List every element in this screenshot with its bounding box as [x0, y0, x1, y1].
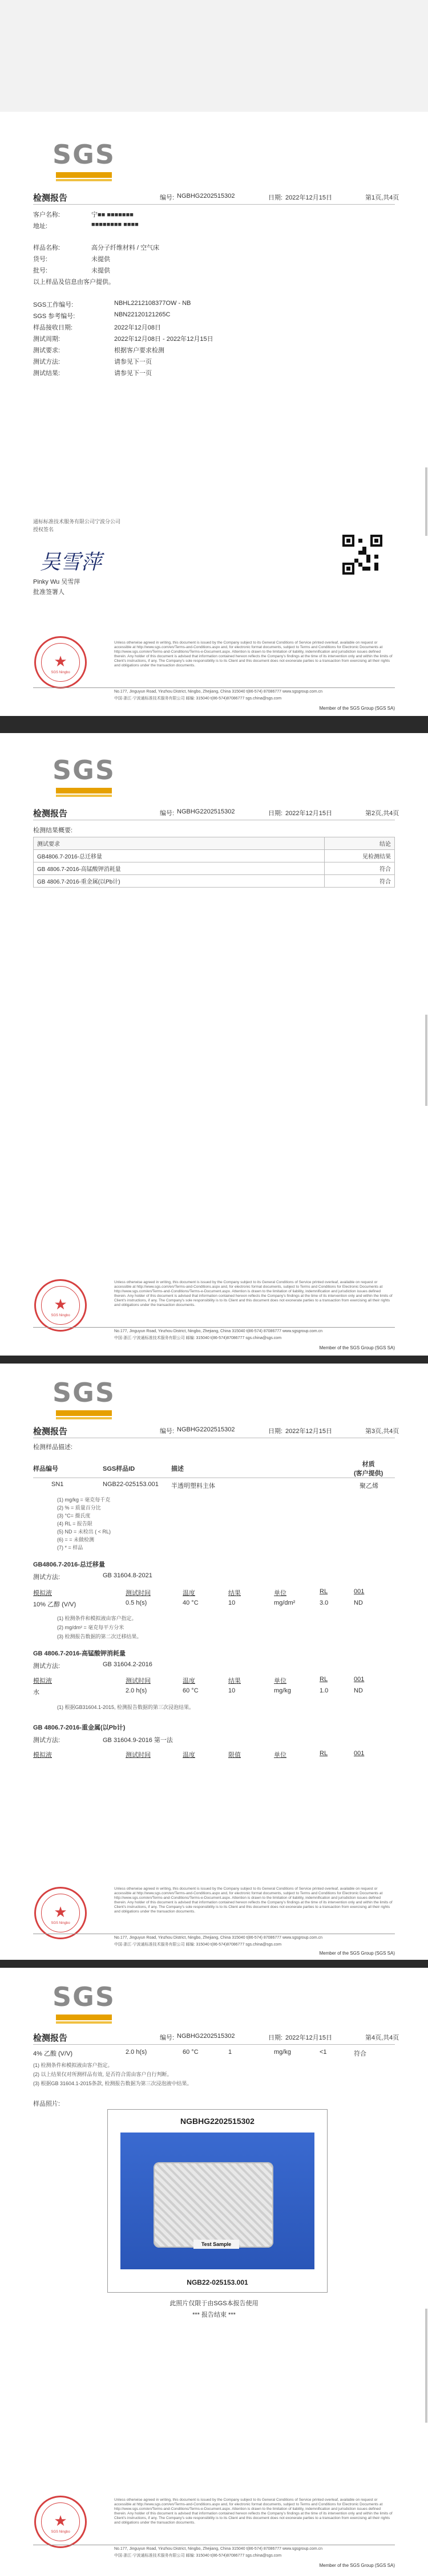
s1-method: GB 31604.8-2021 [103, 1572, 152, 1579]
sample-description: 半透明塑料主体 [171, 1483, 215, 1490]
address-label: 地址: [33, 223, 48, 230]
summary-header [34, 837, 395, 850]
signature: 吴雪萍 [40, 551, 102, 574]
report-date: 2022年12月15日 [285, 810, 332, 817]
s2-col-4: 单位 [274, 1678, 286, 1684]
p4-cell-5: <1 [320, 2049, 327, 2056]
report-date-label: 日期: [268, 2034, 283, 2041]
s3-col-3: 限值 [228, 1752, 241, 1759]
p4-cell-2: 60 °C [183, 2049, 199, 2056]
test-sample-tag: Test Sample [193, 2240, 239, 2249]
footer-address-cn: 中国·浙江·宁波通标准技术服务有限公司 邮编: 315040 t(86-574)87086777 sgs.china@sgs.com [114, 1336, 282, 1340]
report-date: 2022年12月15日 [285, 194, 332, 201]
summary-table [33, 837, 395, 888]
report-number-label: 编号: [160, 810, 175, 817]
member-statement: Member of the SGS Group (SGS SA) [319, 2563, 395, 2568]
page-number: 第3页,共4页 [365, 1428, 399, 1435]
s3-col-0: 模拟液 [33, 1752, 52, 1759]
member-statement: Member of the SGS Group (SGS SA) [319, 706, 395, 711]
company-seal: ★ SGS Ningbo [34, 1887, 87, 1939]
s2-method: GB 31604.2-2016 [103, 1661, 152, 1668]
s1-cell-3: 10 [228, 1600, 236, 1606]
page-number: 第1页,共4页 [365, 194, 399, 201]
report-title: 检测报告 [33, 193, 68, 203]
test-method-label: 测试方法: [33, 359, 60, 365]
report-date: 2022年12月15日 [285, 1428, 332, 1435]
photo-id-top: NGBHG2202515302 [180, 2117, 255, 2126]
report-date-label: 日期: [268, 1428, 283, 1435]
test-request-label: 测试要求: [33, 347, 60, 354]
note-7: (7) * = 样品 [57, 1545, 83, 1551]
col-description: 描述 [171, 1466, 184, 1472]
report-date-label: 日期: [268, 194, 283, 201]
s1-note-3: (3) 检测报告数据的第二次迁移结果。 [57, 1634, 142, 1639]
report-number-label: 编号: [160, 2034, 175, 2041]
sample-material: 聚乙烯 [360, 1483, 378, 1490]
row-test: GB 4806.7-2016-高锰酸钾消耗量 [34, 862, 325, 875]
model-label: 货号: [33, 256, 48, 263]
photo-usage-note: 此照片仅限于由SGS本报告使用 [169, 2300, 259, 2307]
s1-col-6: 001 [354, 1588, 365, 1595]
section-kmno4-title: GB 4806.7-2016-高锰酸钾消耗量 [33, 1650, 126, 1657]
row-test: GB4806.7-2016-总迁移量 [34, 850, 325, 862]
member-statement: Member of the SGS Group (SGS SA) [319, 1345, 395, 1350]
footer-address: No.177, Jinguyun Road, Yinzhou District, Ningbo, Zhejiang, China 315040 t(86-574) 87086777 www.sgsgroup.com.cn [114, 1936, 322, 1940]
row-result: 见检测结果 [325, 850, 395, 862]
s2-cell-5: 1.0 [320, 1687, 329, 1694]
test-result-label: 测试结果: [33, 370, 60, 377]
report-number: NGBHG2202515302 [177, 808, 235, 815]
client-value: 宁■■ ■■■■■■■ [91, 211, 134, 218]
batch-value: 未提供 [91, 267, 110, 274]
report-number: NGBHG2202515302 [177, 2033, 235, 2040]
summary-label: 检测结果概要: [33, 827, 73, 834]
s1-col-2: 温度 [183, 1590, 195, 1597]
sample-no-value: NBN22120121265C [114, 311, 171, 318]
note-4: (4) RL = 报告限 [57, 1521, 92, 1527]
footer-address: No.177, Jinguyun Road, Yinzhou District, Ningbo, Zhejiang, China 315040 t(86-574) 87086777 www.sgsgroup.com.cn [114, 2547, 322, 2551]
note-5: (5) ND = 未检出 ( < RL) [57, 1529, 111, 1535]
col-sample-no: 样品编号 [33, 1466, 58, 1472]
p4-cell-4: mg/kg [274, 2049, 291, 2056]
footer-disclaimer: Unless otherwise agreed in writing, this document is issued by the Company subject to its General Conditions of Service printed overleaf, available on request or accessible at http://www.sgs.com/en/Terms-and-Conditions.aspx and, for electronic format documents, subject to Terms and Conditions for Electronic Documents at http://www.sgs.com/en/Terms-and-Conditions/Terms-e-Document.aspx. Attention is drawn to the limitation of liability, indemnification and jurisdiction issues defined therein. Any holder of this document is advised that information contained hereon reflects the Company's findings at the time of its intervention only and within the limits of Client's instructions, if any. The Company's sole responsibility is to its Client and this document does not exonerate parties to a transaction from exercising all their rights and obligations under the transaction documents. [114, 1887, 393, 1914]
photo-label: 样品照片: [33, 2101, 60, 2107]
client-label: 客户名称: [33, 211, 60, 218]
s2-note: (1) 根据GB31604.1-2015, 检测报告数据的第三次浸泡结果。 [57, 1704, 195, 1710]
scrollbar[interactable] [425, 467, 427, 536]
s2-cell-3: 10 [228, 1687, 236, 1694]
p4-cell-3: 1 [228, 2049, 232, 2056]
job-label: SGS工作编号: [33, 302, 74, 308]
footer-address: No.177, Jinguyun Road, Yinzhou District, Ningbo, Zhejiang, China 315040 t(86-574) 87086777 www.sgsgroup.com.cn [114, 690, 322, 694]
report-page-1 [0, 112, 428, 716]
company-seal: ★ SGS Ningbo [34, 2496, 87, 2548]
report-page-4 [0, 1968, 428, 2576]
s3-col-2: 温度 [183, 1752, 195, 1759]
s1-note-1: (1) 检测条件和模拟液由客户指定。 [57, 1615, 137, 1621]
receive-label: 样品接收日期: [33, 324, 73, 331]
section-heavy-metal-title: GB 4806.7-2016-重金属(以Pb计) [33, 1724, 126, 1731]
company-sign-line: 通标标准技术服务有限公司宁波分公司 [33, 519, 121, 524]
note-1: (1) mg/kg = 毫克每千克 [57, 1497, 111, 1503]
s1-col-0: 模拟液 [33, 1590, 52, 1597]
end-of-report: *** 报告结束 *** [192, 2312, 236, 2318]
address-value: ■■■■■■■■ ■■■■ [91, 221, 139, 228]
s1-note-2: (2) mg/dm² = 毫克每平方分米 [57, 1625, 124, 1630]
p4-note-3: (3) 根据GB 31604.1-2015条款, 检测报告数据为第三次浸泡液中结果。 [33, 2081, 192, 2086]
sample-desc-label: 检测样品描述: [33, 1444, 73, 1451]
test-period-value: 2022年12月08日 - 2022年12月15日 [114, 336, 213, 343]
sample-name-value: 高分子纤维材料 / 空气床 [91, 245, 160, 251]
s3-method-label: 测试方法: [33, 1737, 60, 1744]
member-statement: Member of the SGS Group (SGS SA) [319, 1951, 395, 1956]
section-total-migration-title: GB4806.7-2016-总迁移量 [33, 1561, 105, 1568]
sgs-logo: SGS [53, 1378, 115, 1421]
scrollbar[interactable] [425, 1015, 427, 1106]
sample-no: SN1 [51, 1481, 64, 1488]
s2-cell-6: ND [354, 1687, 363, 1694]
s2-method-label: 测试方法: [33, 1663, 60, 1670]
scrollbar[interactable] [425, 2309, 427, 2423]
s1-cell-0: 10% 乙醇 (V/V) [33, 1601, 76, 1608]
report-date: 2022年12月15日 [285, 2034, 332, 2041]
receive-value: 2022年12月08日 [114, 324, 161, 331]
sgs-logo: SGS [53, 756, 115, 798]
s1-method-label: 测试方法: [33, 1574, 60, 1581]
s2-cell-1: 2.0 h(s) [126, 1687, 147, 1694]
page-number: 第4页,共4页 [365, 2034, 399, 2041]
col-material: 材质 (客户提供) [354, 1461, 383, 1477]
table-row [34, 850, 395, 862]
s1-col-3: 结果 [228, 1590, 241, 1597]
table-row [34, 875, 395, 888]
sample-name-label: 样品名称: [33, 245, 60, 251]
test-request-value: 根据客户要求检测 [114, 347, 164, 354]
authorized-sign-line: 授权签名 [33, 527, 54, 532]
col-conclusion: 结论 [325, 837, 395, 850]
report-number: NGBHG2202515302 [177, 1426, 235, 1433]
s1-col-4: 单位 [274, 1590, 286, 1597]
signer-name: Pinky Wu 吴雪萍 [33, 579, 80, 585]
sgs-logo: SGS [53, 1983, 115, 2025]
sgs-logo: SGS [53, 140, 115, 182]
row-result: 符合 [325, 862, 395, 875]
s2-col-0: 模拟液 [33, 1678, 52, 1684]
report-number-label: 编号: [160, 194, 175, 201]
test-result-value: 请参见下一页 [114, 370, 152, 377]
footer-disclaimer: Unless otherwise agreed in writing, this document is issued by the Company subject to its General Conditions of Service printed overleaf, available on request or accessible at http://www.sgs.com/en/Terms-and-Conditions.aspx and, for electronic format documents, subject to Terms and Conditions for Electronic Documents at http://www.sgs.com/en/Terms-and-Conditions/Terms-e-Document.aspx. Attention is drawn to the limitation of liability, indemnification and jurisdiction issues defined therein. Any holder of this document is advised that information contained hereon reflects the Company's findings at the time of its intervention only and within the limits of Client's instructions, if any. The Company's sole responsibility is to its Client and this document does not exonerate parties to a transaction from exercising all their rights and obligations under the transaction documents. [114, 2498, 393, 2525]
report-date-label: 日期: [268, 810, 283, 817]
page-number: 第2页,共4页 [365, 810, 399, 817]
s1-cell-6: ND [354, 1600, 363, 1606]
sample-object [154, 2162, 273, 2248]
table-row [34, 862, 395, 875]
footer-address-cn: 中国·浙江·宁波通标准技术服务有限公司 邮编: 315040 t(86-574)87086777 sgs.china@sgs.com [114, 2554, 282, 2558]
report-title: 检测报告 [33, 1427, 68, 1436]
s1-col-1: 测试时间 [126, 1590, 151, 1597]
s3-col-5: RL [320, 1750, 328, 1757]
s2-col-1: 测试时间 [126, 1678, 151, 1684]
row-test: GB 4806.7-2016-重金属(以Pb计) [34, 875, 325, 888]
p4-note-1: (1) 检测条件和模拟液由客户指定。 [33, 2062, 113, 2068]
p4-cell-6: 符合 [354, 2050, 366, 2057]
company-seal: ★ SGS Ningbo [34, 1279, 87, 1332]
footer-address-cn: 中国·浙江·宁波通标准技术服务有限公司 邮编: 315040 t(86-574)87086777 sgs.china@sgs.com [114, 697, 282, 701]
footer-address: No.177, Jinguyun Road, Yinzhou District, Ningbo, Zhejiang, China 315040 t(86-574) 87086777 www.sgsgroup.com.cn [114, 1329, 322, 1333]
sample-no-label: SGS 参考编号: [33, 313, 75, 320]
test-period-label: 测试周期: [33, 336, 60, 343]
sgs-sample-id: NGB22-025153.001 [103, 1481, 159, 1488]
s2-col-6: 001 [354, 1676, 365, 1683]
report-page-3 [0, 1364, 428, 1960]
job-value: NBHL2212108377OW - NB [114, 300, 191, 307]
s1-cell-1: 0.5 h(s) [126, 1600, 147, 1606]
qr-code [342, 535, 382, 575]
s3-col-6: 001 [354, 1750, 365, 1757]
footer-address-cn: 中国·浙江·宁波通标准技术服务有限公司 邮编: 315040 t(86-574)87086777 sgs.china@sgs.com [114, 1943, 282, 1947]
p4-note-2: (2) 以上结果仅对所测样品有效, 是否符合需由客户自行判断。 [33, 2072, 172, 2077]
note-3: (3) °C= 摄氏度 [57, 1513, 91, 1519]
col-sgs-id: SGS样品ID [103, 1466, 135, 1472]
s2-col-5: RL [320, 1676, 328, 1683]
s2-col-3: 结果 [228, 1678, 241, 1684]
report-number: NGBHG2202515302 [177, 193, 235, 200]
col-request: 测试要求 [34, 837, 325, 850]
batch-label: 批号: [33, 267, 48, 274]
photo-id-bottom: NGB22-025153.001 [187, 2278, 248, 2286]
s2-cell-0: 水 [33, 1689, 39, 1696]
s3-col-1: 测试时间 [126, 1752, 151, 1759]
company-seal: ★ SGS Ningbo [34, 636, 87, 689]
report-page-2 [0, 733, 428, 1356]
s1-cell-5: 3.0 [320, 1600, 329, 1606]
report-title: 检测报告 [33, 809, 68, 819]
client-info-note: 以上样品及信息由客户提供。 [33, 279, 115, 286]
model-value: 未提供 [91, 256, 110, 263]
footer-disclaimer: Unless otherwise agreed in writing, this document is issued by the Company subject to its General Conditions of Service printed overleaf, available on request or accessible at http://www.sgs.com/en/Terms-and-Conditions.aspx and, for electronic format documents, subject to Terms and Conditions for Electronic Documents at http://www.sgs.com/en/Terms-and-Conditions/Terms-e-Document.aspx. Attention is drawn to the limitation of liability, indemnification and jurisdiction issues defined therein. Any holder of this document is advised that information contained hereon reflects the Company's findings at the time of its intervention only and within the limits of Client's instructions, if any. The Company's sole responsibility is to its Client and this document does not exonerate parties to a transaction from exercising all their rights and obligations under the transaction documents. [114, 641, 393, 668]
s2-cell-4: mg/kg [274, 1687, 291, 1694]
report-title: 检测报告 [33, 2033, 68, 2043]
s2-cell-2: 60 °C [183, 1687, 199, 1694]
s1-cell-4: mg/dm² [274, 1600, 296, 1606]
signer-title: 批准签署人 [33, 589, 64, 596]
sample-photo [107, 2109, 328, 2293]
report-number-label: 编号: [160, 1428, 175, 1435]
s1-cell-2: 40 °C [183, 1600, 199, 1606]
footer-disclaimer: Unless otherwise agreed in writing, this document is issued by the Company subject to its General Conditions of Service printed overleaf, available on request or accessible at http://www.sgs.com/en/Terms-and-Conditions.aspx and, for electronic format documents, subject to Terms and Conditions for Electronic Documents at http://www.sgs.com/en/Terms-and-Conditions/Terms-e-Document.aspx. Attention is drawn to the limitation of liability, indemnification and jurisdiction issues defined therein. Any holder of this document is advised that information contained hereon reflects the Company's findings at the time of its intervention only and within the limits of Client's instructions, if any. The Company's sole responsibility is to its Client and this document does not exonerate parties to a transaction from exercising all their rights and obligations under the transaction documents. [114, 1280, 393, 1307]
row-result: 符合 [325, 875, 395, 888]
test-method-value: 请参见下一页 [114, 359, 152, 365]
note-6: (6) = = 未做检测 [57, 1537, 95, 1543]
s1-col-5: RL [320, 1588, 328, 1595]
s2-col-2: 温度 [183, 1678, 195, 1684]
note-2: (2) % = 质量百分比 [57, 1505, 101, 1511]
p4-cell-0: 4% 乙酸 (V/V) [33, 2050, 73, 2057]
s3-method: GB 31604.9-2016 第一法 [103, 1737, 173, 1744]
s3-col-4: 单位 [274, 1752, 286, 1759]
p4-cell-1: 2.0 h(s) [126, 2049, 147, 2056]
